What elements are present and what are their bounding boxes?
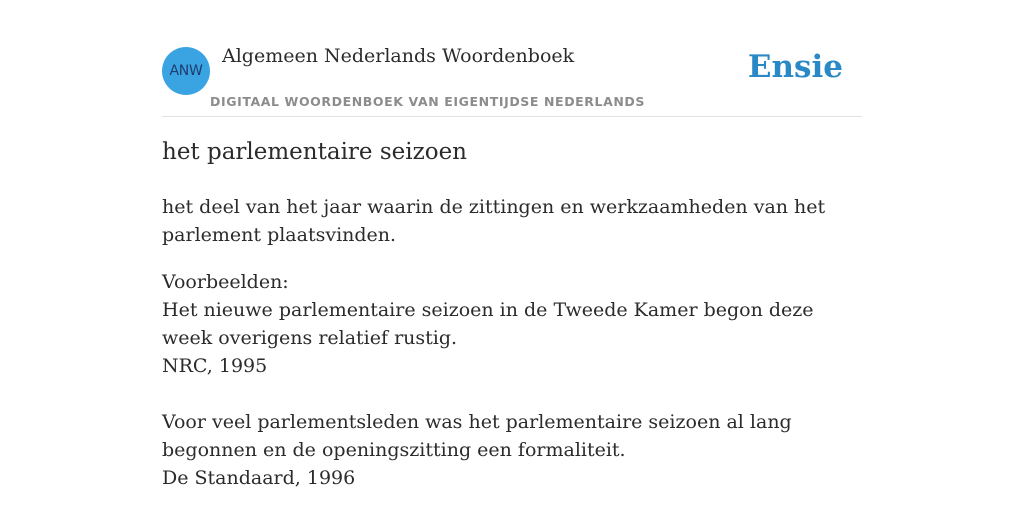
dictionary-subtitle: DIGITAAL WOORDENBOEK VAN EIGENTIJDSE NEDERLANDS <box>210 94 646 109</box>
dictionary-card <box>162 0 862 512</box>
example-item <box>162 296 862 380</box>
example-source: De Standaard, 1996 <box>162 467 356 489</box>
header <box>162 0 862 117</box>
dictionary-title[interactable]: Algemeen Nederlands Woordenboek <box>222 45 575 67</box>
example-text: Het nieuwe parlementaire seizoen in de Tweede Kamer begon deze week overigens relatief rustig. <box>162 299 814 349</box>
examples-section <box>162 268 862 512</box>
ensie-logo[interactable]: Ensie <box>747 49 843 85</box>
example-source: NRC, 1995 <box>162 355 268 377</box>
examples-label: Voorbeelden: <box>162 271 289 293</box>
logo-text: ANW <box>169 63 203 79</box>
example-text: Voor veel parlementsleden was het parlementaire seizoen al lang begonnen en de openingszitting een formaliteit. <box>162 411 792 461</box>
entry-definition: het deel van het jaar waarin de zittingen en werkzaamheden van het parlement plaatsvinden. <box>162 196 826 246</box>
example-item <box>162 408 862 492</box>
entry-term: het parlementaire seizoen <box>162 139 467 165</box>
anw-logo[interactable] <box>162 47 210 95</box>
